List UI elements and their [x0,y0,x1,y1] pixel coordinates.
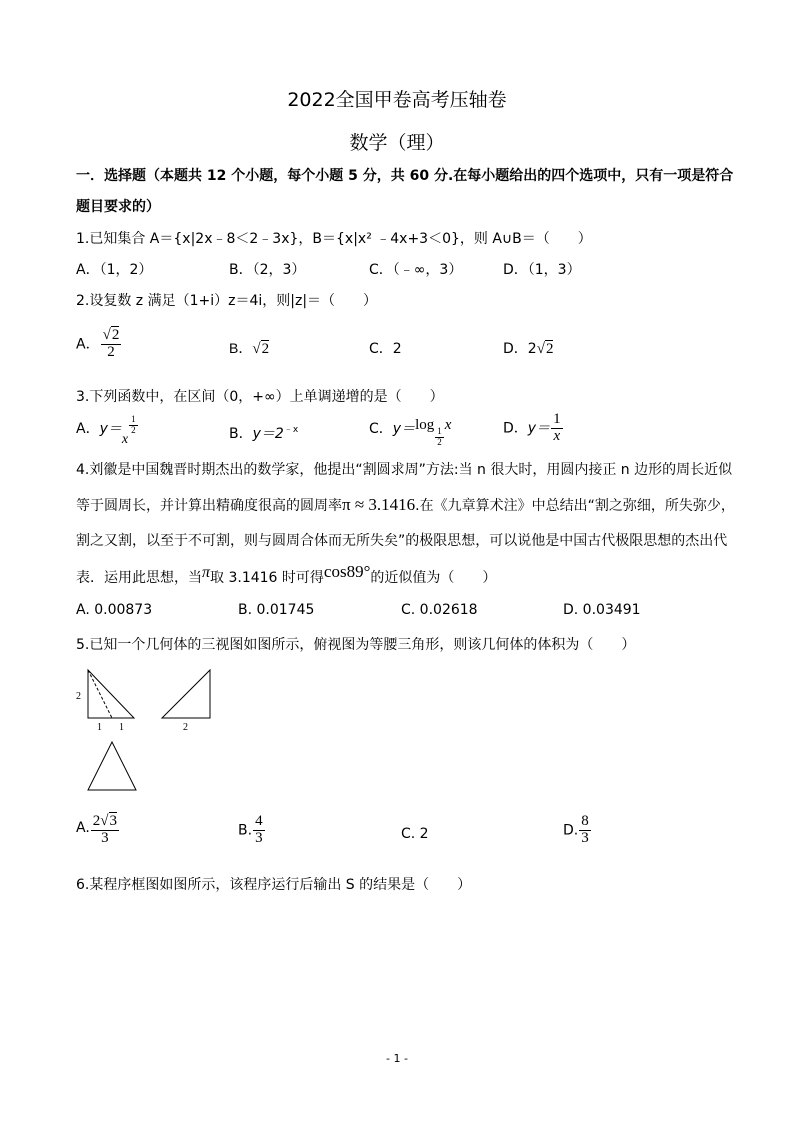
front-view-triangle [88,670,134,718]
q2-option-d-label: D． [503,341,528,357]
front-view-hidden-edge [88,670,112,718]
q1-text: 1.已知集合 A＝{x|2x﹣8＜2﹣3x}，B＝{x|x² ﹣4x+3＜0}，则 A∪B＝（ ） [76,231,592,247]
side-view-triangle [162,670,210,718]
q3-option-a-exponent [129,415,138,435]
q2-option-b-radicand: 2 [261,341,270,357]
q4-line2-a: 等于圆周长，并计算出精确度很高的圆周率 [76,498,342,514]
q4-line2-b: .在《九章算术注》中总结出“割之弥细，所失弥少， [415,498,735,514]
q3-option-a-exp-num: 1 [131,414,136,425]
q5-option-c: C. 2 [401,826,429,842]
q1-option-d: D．（1，3） [503,262,581,278]
q3-option-a-label: A． [76,421,100,437]
three-view-figure [70,660,230,800]
q3-option-d-label: D． [503,420,528,437]
q4-pi-approx: π ≈ 3.1416 [342,495,416,514]
q5-option-a-den: 3 [101,829,109,846]
q4-option-b: B. 0.01745 [238,602,315,618]
q3-option-b-label: B． [229,426,253,442]
q4-line1: 4.刘徽是中国魏晋时期杰出的数学家，他提出“割圆求周”方法:当 n 很大时，用圆内接正 n 边形的周长近似 [76,462,733,478]
front-view-base-right-label: 1 [119,722,124,733]
page-number: - 1 - [386,1052,408,1065]
q3-option-a-lhs: y＝ [99,421,122,437]
q3-option-a-exp-den: 2 [131,424,136,435]
q3-option-a [76,414,139,447]
q3-option-b-exp: ﹣x [283,425,299,435]
q5-option-a-label: A. [76,820,90,837]
q5-option-b-num: 4 [255,813,263,829]
q2-option-d-coef: 2 [527,341,537,357]
q3-option-c-lhs: y＝ [392,421,416,437]
q5-option-d-den: 3 [581,829,589,846]
q5-option-b-den: 3 [255,829,263,846]
q4-cos-expression: cos89° [323,562,371,581]
q2-option-a-label: A． [76,336,100,353]
q1-option-a: A．（1，2） [76,262,153,278]
q4-line4-c: 的近似值为（ ） [370,570,497,586]
q4-line4-b: 取 3.1416 时可得 [210,570,324,586]
q2-option-a-radicand: 2 [111,327,120,343]
q2-option-d: D．2√2 [503,341,554,357]
q5-option-a-fraction: $\frac{2√3}{3}$ [92,813,118,846]
q3-text: 3.下列函数中，在区间（0，+∞）上单调递增的是（ ） [76,389,444,405]
q5-option-d-label: D. [563,822,579,839]
q5-option-d-fraction [579,814,591,847]
q4-line4 [76,562,497,587]
q3-option-d-den: x [553,427,561,444]
q5-option-d-num: 8 [581,813,589,829]
q5-text: 5.已知一个几何体的三视图如图所示，俯视图为等腰三角形，则该几何体的体积为（ ） [76,637,636,653]
q4-pi-symbol: π [202,564,211,581]
q2-text: 2.设复数 z 满足（1+i）z＝4i，则|z|＝（ ） [76,293,378,309]
q3-option-c-label: C． [369,421,393,437]
q4-line3: 割之又割，以至于不可割，则与圆周合体而无所失矣”的极限思想，可以说他是中国古代极限思想的杰出代 [76,533,728,549]
exam-subtitle: 数学（理） [349,132,445,154]
q4-option-c: C. 0.02618 [401,602,478,618]
front-view-height-label: 2 [76,691,81,702]
q5-option-b-label: B. [238,822,253,839]
q2-option-d-radicand: 2 [545,341,554,357]
q3-option-c-log: log [415,417,435,433]
q4-line4-a: 表．运用此思想，当 [76,570,202,586]
q5-option-d [563,814,592,847]
q2-option-a-fraction: $\frac{√2}{2}$ [102,327,120,360]
section-heading-line1: 一．选择题（本题共 12 个小题，每个小题 5 分，共 60 分.在每小题给出的四个选项中，只有一项是符合 [76,168,734,184]
q2-option-c-value: 2 [392,341,402,357]
q3-option-b [229,422,298,443]
q3-option-c-base-den: 2 [437,436,442,447]
section-heading-line2: 题目要求的） [76,199,160,215]
q2-option-c-label: C． [369,341,393,357]
q2-option-c [369,338,402,358]
q3-option-d-lhs: y＝ [527,420,551,437]
q5-option-a [76,814,120,847]
q5-option-a-radicand: 3 [109,813,118,829]
q2-option-a [76,328,122,361]
q6-text: 6.某程序框图如图所示，该程序运行后输出 S 的结果是（ ） [76,877,472,893]
q4-option-a: A. 0.00873 [76,602,153,618]
q4-option-d: D. 0.03491 [563,602,641,618]
q4-line2 [76,495,735,515]
q3-option-c-base-num: 1 [437,426,442,437]
q2-option-b-label: B． [229,340,253,356]
q3-option-c [369,417,452,447]
q3-option-d [503,412,564,445]
q3-option-b-lhs: y＝2 [252,426,284,442]
q1-option-b: B．（2，3） [229,262,306,278]
q3-option-d-num: 1 [553,411,561,427]
q5-option-a-coef: 2 [92,813,101,829]
top-view-triangle [88,742,136,790]
side-view-base-label: 2 [183,722,188,733]
q3-option-d-fraction [551,412,563,445]
q5-option-b [238,814,266,847]
exam-title: 2022全国甲卷高考压轴卷 [287,89,507,111]
q3-option-a-base: x [121,432,129,447]
front-view-base-left-label: 1 [97,722,102,733]
q3-option-c-arg: x [444,417,452,433]
q2-option-a-denominator: 2 [107,343,115,360]
q5-option-b-fraction [253,814,265,847]
q2-option-b: B．√2 [229,340,270,357]
q1-option-c: C．（﹣∞，3） [369,262,463,278]
q3-option-c-base [435,427,444,447]
